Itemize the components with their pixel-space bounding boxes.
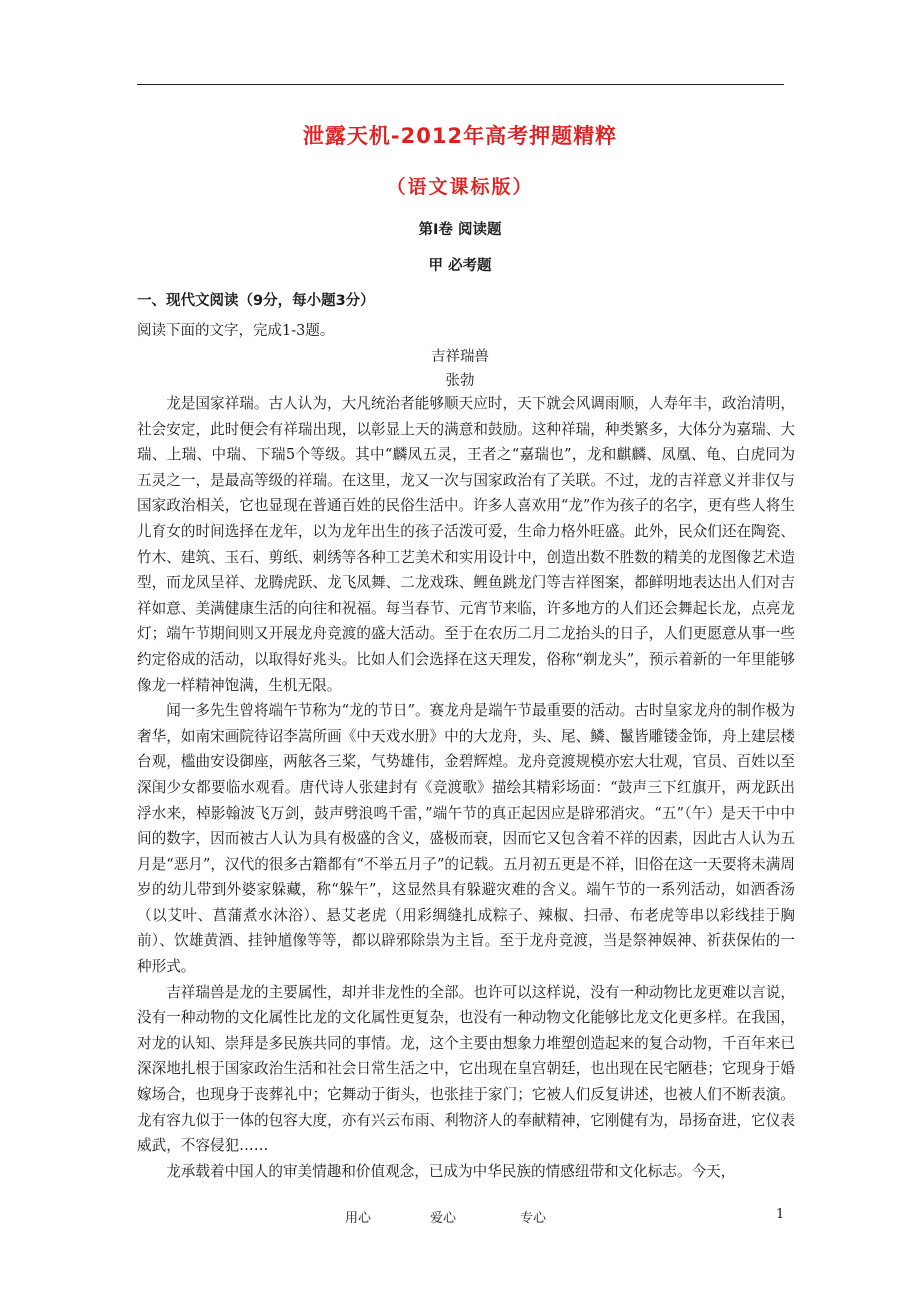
- section-instruction: 阅读下面的文字，完成1-3题。: [137, 323, 335, 339]
- document-title: 泄露天机-2012年高考押题精粹: [302, 124, 618, 148]
- page-number: 1: [776, 1207, 785, 1222]
- footer-word-1: 用心: [345, 1211, 372, 1226]
- paragraph: 龙是国家祥瑞。古人认为，大凡统治者能够顺天应时，天下就会风调雨顺，人寿年丰，政治清明，社会安定，此时便会有祥瑞出现，以彰显上天的满意和鼓励。这种祥瑞，种类繁多，大体分为嘉瑞、大瑞、上瑞、中瑞、下瑞5个等级。其中“麟凤五灵，王者之“嘉瑞也”，龙和麒麟、凤凰、龟、白虎同为五灵之一，是最高等级的祥瑞。在这里，龙又一次与国家政治有了关联。不过，龙的吉祥意义并非仅与国家政治相关，它也显现在普通百姓的民俗生活中。许多人喜欢用“龙”作为孩子的名字，更有些人将生儿育女的时间选择在龙年，以为龙年出生的孩子活泼可爱，生命力格外旺盛。此外，民众们还在陶瓷、竹木、建筑、玉石、剪纸、刺绣等各种工艺美术和实用设计中，创造出数不胜数的精美的龙图像艺术造型，而龙凤呈祥、龙腾虎跃、龙飞凤舞、二龙戏珠、鲤鱼跳龙门等吉祥图案，都鲜明地表达出人们对吉祥如意、美满健康生活的向往和祝福。每当春节、元宵节来临，许多地方的人们还会舞起长龙，点亮龙灯；端午节期间则又开展龙舟竞渡的盛大活动。至于在农历二月二龙抬头的日子，人们更愿意从事一些约定俗成的活动，以取得好兆头。比如人们会选择在这天理发，俗称“剃龙头”，预示着新的一年里能够像龙一样精神饱满，生机无限。: [137, 395, 795, 694]
- part-heading: 甲 必考题: [428, 258, 492, 274]
- paragraph: 闻一多先生曾将端午节称为“龙的节日”。赛龙舟是端午节最重要的活动。古时皇家龙舟的制作极为奢华，如南宋画院待诏李嵩所画《中天戏水册》中的大龙舟，头、尾、鳞、鬣皆雕镂金饰，舟上建层楼台观，槛曲安设御座，两舷各三桨，气势雄伟，金碧辉煌。龙舟竞渡规模亦宏大壮观，官员、百姓以至深闺少女都要临水观看。唐代诗人张建封有《竞渡歌》描绘其精彩场面：“鼓声三下红旗开，两龙跃出浮水来，棹影翰波飞万剑，鼓声劈浪鸣千雷，”端午节的真正起因应是辟邪消灾。“五”（午）是天干中中间的数字，因而被古人认为具有极盛的含义，盛极而衰，因而它又包含着不祥的因素，因此古人认为五月是“恶月”，汉代的很多古籍都有“不举五月子”的记载。五月初五更是不祥，旧俗在这一天要将未满周岁的幼儿带到外婆家躲藏，称“躲午”，这显然具有躲避灾难的含义。端午节的一系列活动，如洒香汤（以艾叶、菖蒲煮水沐浴）、悬艾老虎（用彩绸缝扎成粽子、辣椒、扫帚、布老虎等串以彩线挂于胸前）、饮雄黄酒、挂钟馗像等等，都以辟邪除祟为主旨。至于龙舟竞渡，当是祭神娱神、祈获保佑的一种形式。: [137, 702, 795, 976]
- volume-heading: 第Ⅰ卷 阅读题: [418, 222, 502, 238]
- footer-word-2: 爱心: [430, 1211, 457, 1226]
- paragraph: 龙承载着中国人的审美情趣和价值观念，已成为中华民族的情感纽带和文化标志。今天，: [166, 1162, 736, 1180]
- paragraph: 吉祥瑞兽是龙的主要属性，却并非龙性的全部。也许可以这样说，没有一种动物比龙更难以言说，没有一种动物的文化属性比龙的文化属性更复杂，也没有一种动物文化能够比龙文化更多样。在我国，对龙的认知、崇拜是多民族共同的事情。龙，这个主要由想象力堆塑创造起来的复合动物，千百年来已深深地扎根于国家政治生活和社会日常生活之中，它出现在皇宫朝廷，也出现在民宅陋巷；它现身于婚嫁场合，也现身于丧葬礼中；它舞动于街头，也张挂于家门；它被人们反复讲述，也被人们不断表演。龙有容九似于一体的包容大度，亦有兴云布雨、利物济人的奉献精神，它刚健有为，昂扬奋进，它仪表威武，不容侵犯……: [137, 983, 795, 1155]
- document-subtitle: （语文课标版）: [386, 176, 534, 198]
- article-body: [137, 391, 795, 1184]
- article-title: 吉祥瑞兽: [431, 349, 489, 365]
- section-heading: 一、现代文阅读（9分，每小题3分）: [137, 293, 375, 309]
- article-author: 张勃: [445, 373, 475, 389]
- header-rule: [137, 84, 784, 85]
- footer-word-3: 专心: [520, 1211, 547, 1226]
